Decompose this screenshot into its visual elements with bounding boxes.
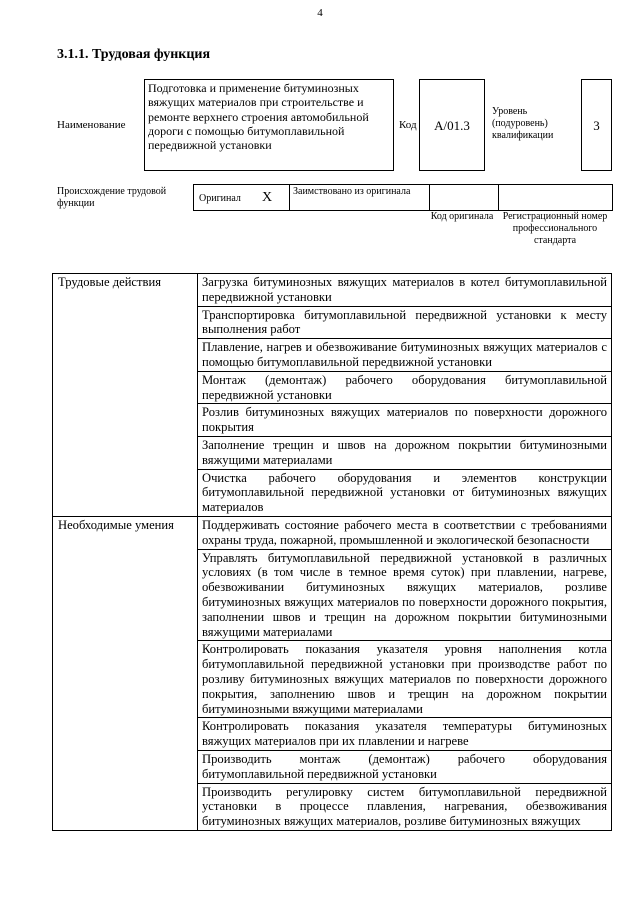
list-item: Производить монтаж (демонтаж) рабочего оборудования битумоплавильной передвижной установки [198,750,612,783]
list-item: Плавление, нагрев и обезвоживание битуминозных вяжущих материалов с помощью битумоплавильной передвижной установки [198,339,612,372]
list-item: Очистка рабочего оборудования и элементов конструкции битумоплавильной передвижной установки от битуминозных вяжущих материалов [198,469,612,516]
reg-caption: Регистрационный номер профессионального стандарта [502,211,608,246]
name-value: Подготовка и применение битуминозных вяжущих материалов при строительстве и ремонте верхнего строения автомобильной дороги с помощью битумоплавильной передвижной установки [148,81,369,153]
list-item: Загрузка битуминозных вяжущих материалов в котел битумоплавильной передвижной установки [198,274,612,307]
original-mark: X [262,190,273,205]
list-item: Управлять битумоплавильной передвижной установкой в различных условиях (в том числе в темное время суток) при плавлении, нагреве, обезвоживании битуминозных вяжущих материалов, розливе битуминозных вяжущих материалов по поверхности дорожного покрытия, заполнении швов и трещин на дорожном покрытии битуминозными вяжущими материалами [198,549,612,641]
level-value: 3 [593,118,600,133]
code-caption: Код оригинала [430,211,494,222]
category-cell: Необходимые умения [53,516,198,830]
category-cell: Трудовые действия [53,274,198,517]
table-row [53,274,612,307]
list-item: Розлив битуминозных вяжущих материалов по поверхности дорожного покрытия [198,404,612,437]
code-value: A/01.3 [434,118,470,133]
section-heading: 3.1.1. Трудовая функция [57,47,211,62]
level-label: Уровень (подуровень) квалификации [492,106,554,141]
list-item: Заполнение трещин и швов на дорожном покрытии битуминозными вяжущими материалами [198,436,612,469]
name-label: Наименование [57,119,126,131]
code-label: Код [399,119,417,131]
page-number: 4 [317,7,323,19]
list-item: Контролировать показания указателя температуры битуминозных вяжущих материалов при их плавлении и нагреве [198,718,612,751]
list-item: Контролировать показания указателя уровня наполнения котла битумоплавильной передвижной установки при производстве работ по розливу битуминозных вяжущих материалов по поверхности дорожного покрытия, заполнению швов и трещин на дорожном покрытии битуминозными вяжущими материалами [198,641,612,718]
list-item: Монтаж (демонтаж) рабочего оборудования битумоплавильной передвижной установки [198,371,612,404]
functions-table [52,273,612,831]
origin-label: Происхождение трудовой функции [57,186,167,209]
borrowed-label: Заимствовано из оригинала [293,186,411,197]
table-row [53,516,612,549]
original-label: Оригинал [199,193,241,204]
list-item: Поддерживать состояние рабочего места в соответствии с требованиями охраны труда, пожарной, промышленной и экологической безопасности [198,516,612,549]
list-item: Транспортировка битумоплавильной передвижной установки к месту выполнения работ [198,306,612,339]
list-item: Производить регулировку систем битумоплавильной передвижной установки в процессе плавления, нагревания, обезвоживания битуминозных вяжущих материалов, розливе битуминозных вяжущих [198,783,612,830]
